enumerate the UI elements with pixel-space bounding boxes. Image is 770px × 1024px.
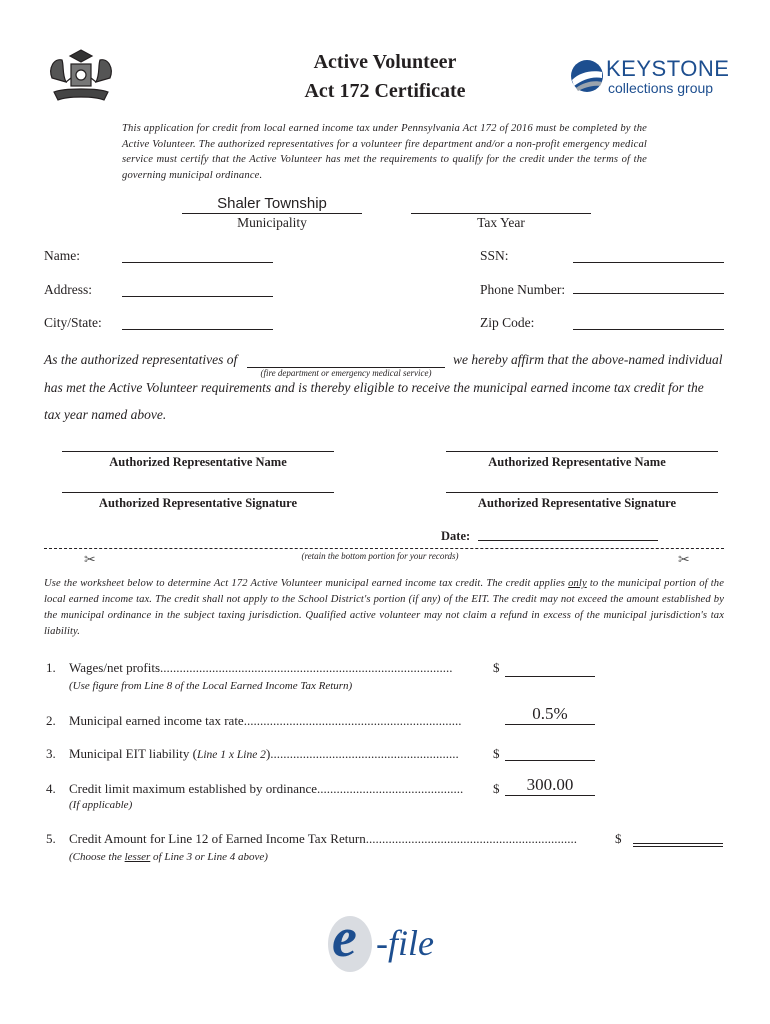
item5-label: Credit Amount for Line 12 of Earned Income Tax Return................................................................. [69, 831, 577, 846]
affirm-line3: tax year named above. [44, 407, 167, 422]
rep-name-left-label: Authorized Representative Name [109, 455, 287, 469]
cut-line [44, 548, 724, 549]
item1-number: 1. [46, 660, 56, 675]
city-state-label: City/State: [44, 315, 102, 330]
logo-name: KEYSTONE [606, 56, 730, 81]
form-title-line1: Active Volunteer [313, 51, 457, 73]
address-label: Address: [44, 282, 92, 297]
address-field[interactable] [122, 296, 273, 297]
rep-name-left-field[interactable] [62, 451, 334, 452]
ssn-label: SSN: [480, 248, 509, 263]
item2-line [505, 724, 595, 725]
logo-subtitle: collections group [608, 80, 714, 96]
affirm-part2: we hereby affirm that the above-named individual [453, 352, 723, 367]
rep-sig-left-field[interactable] [62, 492, 334, 493]
tax-year-label: Tax Year [477, 215, 525, 230]
item2-number: 2. [46, 713, 56, 728]
worksheet-intro: Use the worksheet below to determine Act 172 Active Volunteer municipal earned income tax credit. The credit applies only to the municipal portion of the local earned income tax. The credit shall not apply to the School District's portion (if any) of the EIT. The credit may not exceed the amount established by the municipal ordinance in the subject taxing jurisdiction. Qualified active volunteer may not claim a refund in excess of the municipal jurisdiction's tax liability. [44, 578, 725, 637]
cut-line-note: (retain the bottom portion for your records) [301, 551, 459, 561]
item1-note: (Use figure from Line 8 of the Local Earned Income Tax Return) [69, 680, 353, 692]
ssn-field[interactable] [573, 262, 724, 263]
municipality-line [182, 213, 362, 214]
phone-field[interactable] [573, 293, 724, 294]
item4-number: 4. [46, 781, 56, 796]
efile-text: -file [376, 923, 434, 963]
tax-year-line [411, 213, 591, 214]
item5-note: (Choose the lesser of Line 3 or Line 4 above) [69, 851, 268, 863]
item5-line-top[interactable] [633, 843, 723, 844]
item5-dollar: $ [615, 831, 622, 846]
rep-name-right-label: Authorized Representative Name [488, 455, 666, 469]
intro-paragraph: This application for credit from local earned income tax under Pennsylvania Act 172 of 2016 must be completed by the Active Volunteer. The authorized representatives for a volunteer fire department and/or a non-profit emergency medical service must certify that the Active Volunteer has met the requirements to qualify for the credit under the terms of the governing municipal ordinance. [122, 123, 647, 181]
item3-dollar: $ [493, 746, 500, 761]
keystone-logo-icon [570, 58, 604, 94]
name-label: Name: [44, 248, 80, 263]
municipality-value[interactable]: Shaler Township [217, 195, 327, 212]
rep-sig-left-label: Authorized Representative Signature [98, 496, 298, 510]
city-state-field[interactable] [122, 329, 273, 330]
form-title-line2: Act 172 Certificate [304, 80, 466, 102]
date-label: Date: [441, 529, 471, 543]
phone-label: Phone Number: [480, 282, 566, 297]
item1-label: Wages/net profits.......................................................................................... [69, 660, 453, 675]
scissors-icon: ✂ [84, 553, 96, 568]
keystone-logo [570, 52, 730, 100]
efile-logo [320, 907, 460, 976]
item4-line [505, 795, 595, 796]
efile-e: e [332, 907, 357, 969]
item5-number: 5. [46, 831, 56, 846]
item2-label: Municipal earned income tax rate................................................................... [69, 713, 462, 728]
rep-sig-right-label: Authorized Representative Signature [477, 496, 677, 510]
item3-line [505, 760, 595, 761]
date-field[interactable] [478, 540, 658, 541]
rep-name-right-field[interactable] [446, 451, 718, 452]
item4-label: Credit limit maximum established by ordinance............................................. [69, 781, 464, 796]
item2-value[interactable]: 0.5% [532, 704, 568, 723]
name-field[interactable] [122, 262, 273, 263]
tax-year-field[interactable] [411, 195, 591, 213]
item4-dollar: $ [493, 781, 500, 796]
scissors-icon: ✂ [678, 553, 690, 568]
zip-field[interactable] [573, 329, 724, 330]
affirm-line2: has met the Active Volunteer requirements and is thereby eligible to receive the municipal earned income tax credit for the [44, 380, 704, 395]
item1-dollar: $ [493, 660, 500, 675]
municipality-label: Municipality [237, 215, 307, 230]
item5-line-bottom [633, 846, 723, 847]
only-emphasis: only [568, 578, 587, 589]
item3-number: 3. [46, 746, 56, 761]
item3-label: Municipal EIT liability (Line 1 x Line 2).......................................................... [69, 746, 459, 761]
affirm-part1: As the authorized representatives of [44, 352, 238, 367]
organization-sublabel: (fire department or emergency medical service) [260, 368, 432, 378]
rep-sig-right-field[interactable] [446, 492, 718, 493]
item1-line [505, 676, 595, 677]
item4-note: (If applicable) [69, 799, 133, 811]
item4-value[interactable]: 300.00 [526, 775, 574, 794]
zip-label: Zip Code: [480, 315, 535, 330]
